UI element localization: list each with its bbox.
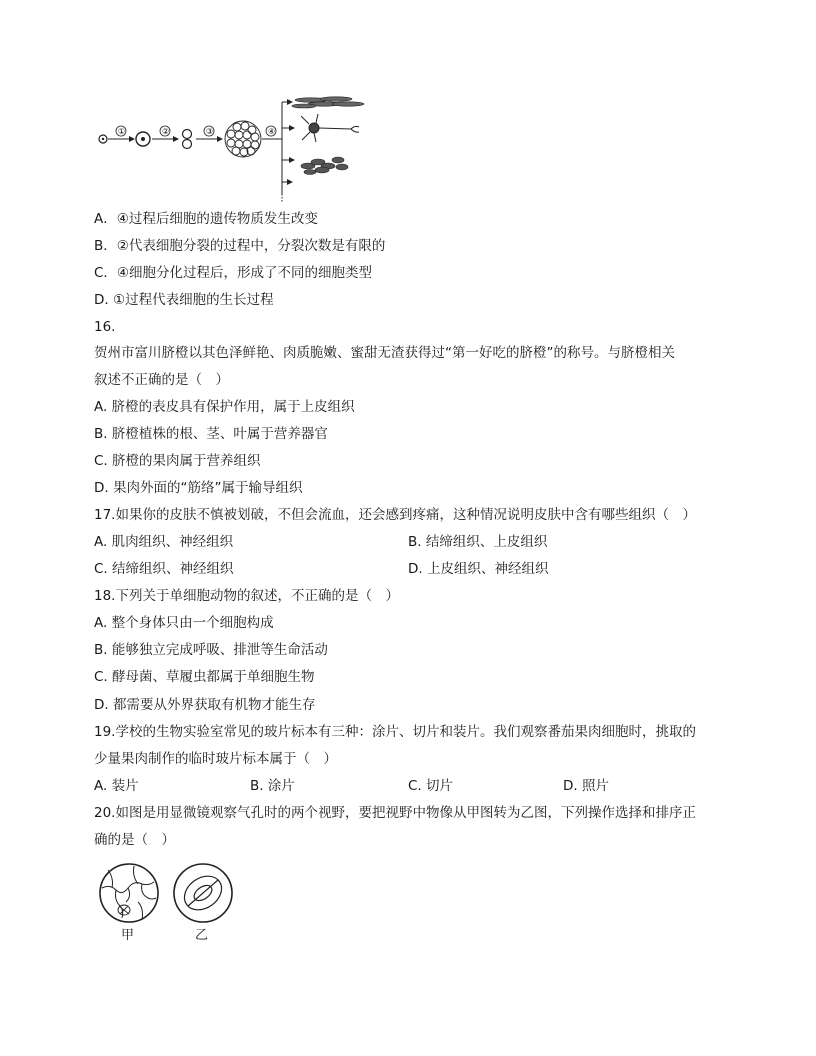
q15-option-d: D. ①过程代表细胞的生长过程: [94, 292, 274, 308]
q20-stem-line1: 20.如图是用显微镜观察气孔时的两个视野，要把视野中物像从甲图转为乙图，下列操作选择和排序正: [94, 805, 696, 821]
q18-option-b: B. 能够独立完成呼吸、排泄等生命活动: [94, 642, 328, 658]
q19-stem-line2: 少量果肉制作的临时玻片标本属于（ ）: [94, 751, 337, 767]
q17-option-c: C. 结缔组织、神经组织: [94, 561, 234, 577]
cell-differentiation-diagram: [96, 94, 376, 204]
q16-stem-line1: 贺州市富川脐橙以其色泽鲜艳、肉质脆嫩、蜜甜无渣获得过“第一好吃的脐橙”的称号。与脐橙相关: [94, 345, 675, 361]
stoma-icon: [118, 905, 130, 915]
blood-cells: [301, 157, 348, 175]
q19-option-a: A. 装片: [94, 778, 139, 794]
q16-option-a: A. 脐橙的表皮具有保护作用，属于上皮组织: [94, 399, 355, 415]
diagram-label: ②: [162, 127, 170, 136]
q16-option-d: D. 果肉外面的“筋络”属于输导组织: [94, 480, 303, 496]
q19-option-b: B. 涂片: [250, 778, 295, 794]
q16-option-c: C. 脐橙的果肉属于营养组织: [94, 453, 261, 469]
diagram-label: ④: [268, 127, 276, 136]
q17-option-d: D. 上皮组织、神经组织: [408, 561, 549, 577]
microscope-view-jia: [98, 862, 160, 924]
q17-option-a: A. 肌肉组织、神经组织: [94, 534, 234, 550]
cell-divided: [183, 130, 192, 139]
q16-option-b: B. 脐橙植株的根、茎、叶属于营养器官: [94, 426, 328, 442]
q16-stem-line2: 叙述不正确的是（ ）: [94, 372, 229, 388]
q18-option-c: C. 酵母菌、草履虫都属于单细胞生物: [94, 669, 315, 685]
stoma-enlarged-icon: [178, 869, 228, 917]
q17-stem: 17.如果你的皮肤不慎被划破，不但会流血，还会感到疼痛，这种情况说明皮肤中含有哪些组织（ ）: [94, 507, 696, 523]
q18-option-a: A. 整个身体只由一个细胞构成: [94, 615, 274, 631]
microscope-view-yi: [172, 862, 234, 924]
q19-stem-line1: 19.学校的生物实验室常见的玻片标本有三种：涂片、切片和装片。我们观察番茄果肉细胞时，挑取的: [94, 724, 696, 740]
neuron-cell: [301, 114, 359, 142]
q19-option-c: C. 切片: [408, 778, 454, 794]
q15-option-c: C．④细胞分化过程后，形成了不同的细胞类型: [94, 265, 373, 281]
q15-option-a: A．④过程后细胞的遗传物质发生改变: [94, 211, 318, 227]
q20-stem-line2: 确的是（ ）: [94, 832, 175, 848]
diagram-label: ①: [118, 127, 126, 136]
q18-stem: 18.下列关于单细胞动物的叙述，不正确的是（ ）: [94, 588, 399, 604]
q18-option-d: D. 都需要从外界获取有机物才能生存: [94, 697, 316, 713]
q19-option-d: D. 照片: [563, 778, 609, 794]
label-yi: 乙: [195, 928, 209, 943]
muscle-cells: [292, 97, 364, 108]
q16-number: 16.: [94, 319, 116, 335]
q15-option-b: B．②代表细胞分裂的过程中，分裂次数是有限的: [94, 238, 386, 254]
label-jia: 甲: [121, 928, 135, 943]
diagram-label: ③: [206, 127, 214, 136]
cell-cluster: [225, 121, 261, 157]
q17-option-b: B. 结缔组织、上皮组织: [408, 534, 548, 550]
